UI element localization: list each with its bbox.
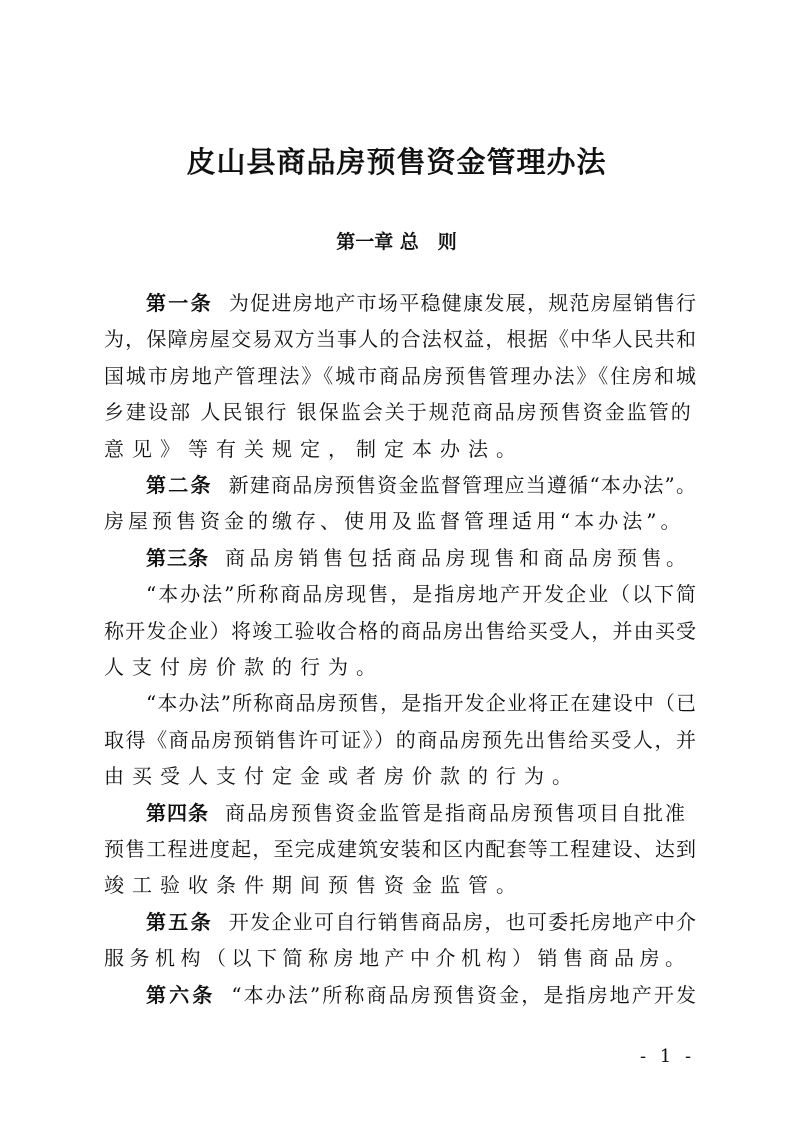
article-label: 第一条 — [146, 291, 213, 315]
line-text: “本办法”所称商品房预售资金，是指房地产开发 — [231, 982, 697, 1007]
text-line — [104, 361, 696, 391]
article-label: 第五条 — [146, 909, 213, 934]
text-line — [104, 870, 696, 900]
text-line — [104, 688, 696, 718]
line-text: 商品房预售资金监管是指商品房预售项目自批准 — [225, 800, 687, 825]
line-text: 预售工程进度起，至完成建筑安装和区内配套等工程建设、达到 — [104, 837, 696, 861]
text-line — [104, 397, 696, 427]
text-line — [104, 324, 696, 354]
line-text: 商品房销售包括商品房现售和商品房预售。 — [225, 545, 691, 570]
line-text: 为，保障房屋交易双方当事人的合法权益，根据《中华人民共和 — [104, 327, 696, 352]
article-label: 第四条 — [146, 800, 209, 825]
text-line — [104, 543, 696, 573]
page-number: - 1 - — [640, 1046, 696, 1067]
line-text: “本办法”所称商品房现售，是指房地产开发企业（以下简 — [146, 582, 696, 607]
line-text: “本办法”所称商品房预售，是指开发企业将正在建设中（已 — [146, 691, 696, 716]
line-text: 开发企业可自行销售商品房，也可委托房地产中介 — [228, 909, 696, 934]
text-line — [104, 434, 696, 464]
text-line — [104, 761, 696, 791]
text-line — [104, 652, 696, 682]
text-line — [104, 980, 696, 1010]
article-label: 第三条 — [146, 545, 209, 570]
line-text: 竣工验收条件期间预售资金监管。 — [104, 873, 524, 898]
text-line — [104, 616, 696, 646]
line-text: 取得《商品房预销售许可证》）的商品房预先出售给买受人，并 — [104, 727, 696, 752]
line-text: 国城市房地产管理法》《城市商品房预售管理办法》《住房和城 — [104, 363, 696, 388]
article-label: 第二条 — [146, 473, 213, 497]
line-text: 房屋预售资金的缴存、使用及监督管理适用“本办法”。 — [104, 509, 685, 534]
text-line — [104, 579, 696, 609]
article-label: 第六条 — [146, 982, 216, 1007]
text-line — [104, 943, 696, 973]
text-line — [104, 288, 696, 318]
line-text: 新建商品房预售资金监督管理应当遵循“本办法”。 — [228, 473, 697, 497]
text-line — [104, 798, 696, 828]
line-text: 称开发企业）将竣工验收合格的商品房出售给买受人，并由买受 — [104, 618, 696, 643]
line-text: 服务机构（以下简称房地产中介机构）销售商品房。 — [104, 946, 691, 971]
document-title: 皮山县商品房预售资金管理办法 — [186, 145, 607, 179]
chapter-heading: 第一章 总 则 — [336, 231, 457, 253]
text-line — [104, 907, 696, 937]
line-text: 意见》等有关规定，制定本办法。 — [104, 436, 524, 461]
text-line — [104, 725, 696, 755]
line-text: 为促进房地产市场平稳健康发展，规范房屋销售行 — [228, 291, 696, 315]
text-line — [104, 506, 696, 536]
text-line — [104, 470, 696, 500]
line-text: 由买受人支付定金或者房价款的行为。 — [104, 764, 580, 789]
line-text: 乡建设部 人民银行 银保监会关于规范商品房预售资金监管的 — [104, 400, 693, 425]
line-text: 人支付房价款的行为。 — [104, 655, 384, 679]
text-line — [104, 834, 696, 864]
